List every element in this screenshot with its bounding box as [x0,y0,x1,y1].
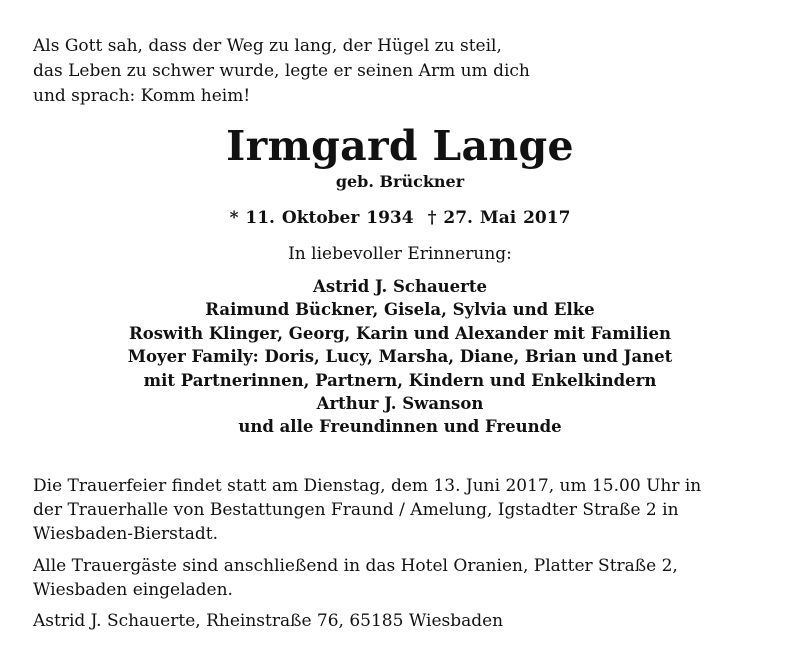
mourner-line: Raimund Bückner, Gisela, Sylvia und Elke [205,300,595,320]
mourner-line: und alle Freundinnen und Freunde [238,417,562,437]
verse-line: das Leben zu schwer wurde, legte er seinen Arm um dich [33,61,530,81]
verse-line: und sprach: Komm heim! [33,86,251,106]
ceremony-info: Die Trauerfeier findet statt am Dienstag, dem 13. Juni 2017, um 15.00 Uhr in der Trauerhalle von Bestattungen Fraund / Amelung, Igstadter Straße 2 in Wiesbaden-Bierstadt. [33,476,702,544]
mourner-line: Roswith Klinger, Georg, Karin und Alexander mit Familien [129,323,671,343]
mourner-line: Astrid J. Schauerte [313,277,487,296]
life-dates [0,207,800,229]
mourner-line: Arthur J. Swanson [316,394,484,414]
verse-line: Als Gott sah, dass der Weg zu lang, der Hügel zu steil, [33,36,502,56]
memory-label: In liebevoller Erinnerung: [288,244,512,264]
reception-info: Alle Trauergäste sind anschließend in das Hotel Oranien, Platter Straße 2, Wiesbaden eingeladen. [33,556,678,600]
death-date: † 27. Mai 2017 [427,208,571,228]
contact-address: Astrid J. Schauerte, Rheinstraße 76, 65185 Wiesbaden [33,611,504,631]
birth-date: * 11. Oktober 1934 [229,208,414,228]
maiden-name: geb. Brückner [335,172,465,191]
memorial-verse [33,34,530,109]
mourner-line: Moyer Family: Doris, Lucy, Marsha, Diane, Brian und Janet [127,347,673,367]
deceased-name: Irmgard Lange [226,122,574,170]
mourners-list [0,275,800,439]
mourner-line: mit Partnerinnen, Partnern, Kindern und Enkelkindern [143,370,657,390]
